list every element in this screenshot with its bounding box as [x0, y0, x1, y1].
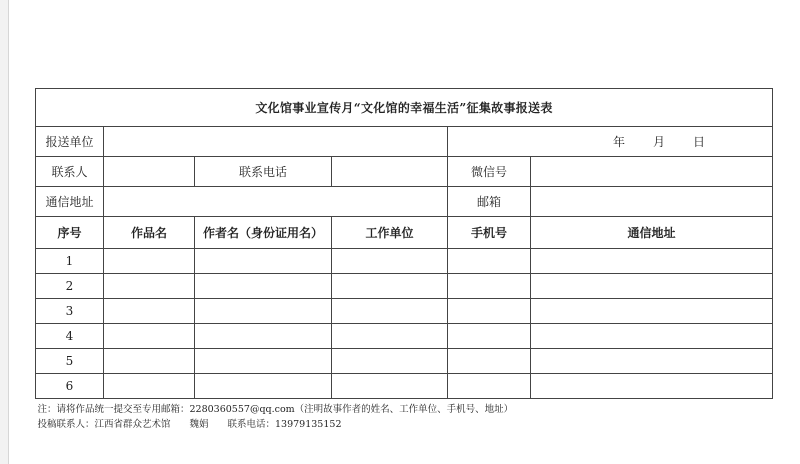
cell-employer[interactable]	[332, 374, 448, 399]
cell-author[interactable]	[195, 324, 332, 349]
cell-work[interactable]	[104, 374, 195, 399]
date-month: 月	[652, 135, 665, 149]
cell-address[interactable]	[531, 324, 773, 349]
date-day: 日	[693, 135, 706, 149]
column-header-index: 序号	[36, 217, 104, 249]
date-field[interactable]	[448, 127, 773, 157]
cell-author[interactable]	[195, 249, 332, 274]
cell-address[interactable]	[531, 299, 773, 324]
cell-work[interactable]	[104, 299, 195, 324]
column-header-author: 作者名（身份证用名）	[195, 217, 332, 249]
column-header-work: 作品名	[104, 217, 195, 249]
row-index: 4	[36, 324, 104, 349]
contact-field[interactable]	[104, 157, 195, 187]
contact-label: 联系人	[36, 157, 104, 187]
cell-mobile[interactable]	[448, 349, 531, 374]
cell-address[interactable]	[531, 374, 773, 399]
table-row	[36, 274, 773, 299]
postcode-label: 邮箱	[448, 187, 531, 217]
wechat-field[interactable]	[531, 157, 773, 187]
cell-mobile[interactable]	[448, 274, 531, 299]
cell-author[interactable]	[195, 374, 332, 399]
phone-field[interactable]	[332, 157, 448, 187]
row-index: 1	[36, 249, 104, 274]
table-row	[36, 299, 773, 324]
cell-mobile[interactable]	[448, 374, 531, 399]
phone-label: 联系电话	[195, 157, 332, 187]
unit-label: 报送单位	[36, 127, 104, 157]
table-row	[36, 349, 773, 374]
cell-author[interactable]	[195, 274, 332, 299]
cell-mobile[interactable]	[448, 299, 531, 324]
contact-note: 投稿联系人：江西省群众艺术馆 魏娟 联系电话：13979135152	[37, 419, 342, 430]
cell-address[interactable]	[531, 249, 773, 274]
cell-work[interactable]	[104, 349, 195, 374]
row-index: 3	[36, 299, 104, 324]
cell-work[interactable]	[104, 324, 195, 349]
cell-employer[interactable]	[332, 249, 448, 274]
cell-work[interactable]	[104, 274, 195, 299]
column-header-employer: 工作单位	[332, 217, 448, 249]
unit-field[interactable]	[104, 127, 448, 157]
cell-employer[interactable]	[332, 324, 448, 349]
row-index: 6	[36, 374, 104, 399]
address-field[interactable]	[104, 187, 448, 217]
cell-author[interactable]	[195, 349, 332, 374]
date-year: 年	[612, 135, 625, 149]
cell-address[interactable]	[531, 349, 773, 374]
table-row	[36, 249, 773, 274]
form-title: 文化馆事业宣传月“文化馆的幸福生活”征集故事报送表	[36, 89, 773, 127]
cell-employer[interactable]	[332, 274, 448, 299]
cell-mobile[interactable]	[448, 324, 531, 349]
row-index: 2	[36, 274, 104, 299]
cell-employer[interactable]	[332, 299, 448, 324]
form-notes	[36, 399, 773, 436]
address-label: 通信地址	[36, 187, 104, 217]
cell-work[interactable]	[104, 249, 195, 274]
submission-form-table	[35, 88, 773, 435]
wechat-label: 微信号	[448, 157, 531, 187]
row-index: 5	[36, 349, 104, 374]
table-row	[36, 374, 773, 399]
column-header-address: 通信地址	[531, 217, 773, 249]
cell-address[interactable]	[531, 274, 773, 299]
postcode-field[interactable]	[531, 187, 773, 217]
cell-mobile[interactable]	[448, 249, 531, 274]
submission-note: 注：请将作品统一提交至专用邮箱：2280360557@qq.com（注明故事作者的姓名、工作单位、手机号、地址）	[37, 404, 514, 415]
column-header-mobile: 手机号	[448, 217, 531, 249]
cell-author[interactable]	[195, 299, 332, 324]
table-row	[36, 324, 773, 349]
cell-employer[interactable]	[332, 349, 448, 374]
